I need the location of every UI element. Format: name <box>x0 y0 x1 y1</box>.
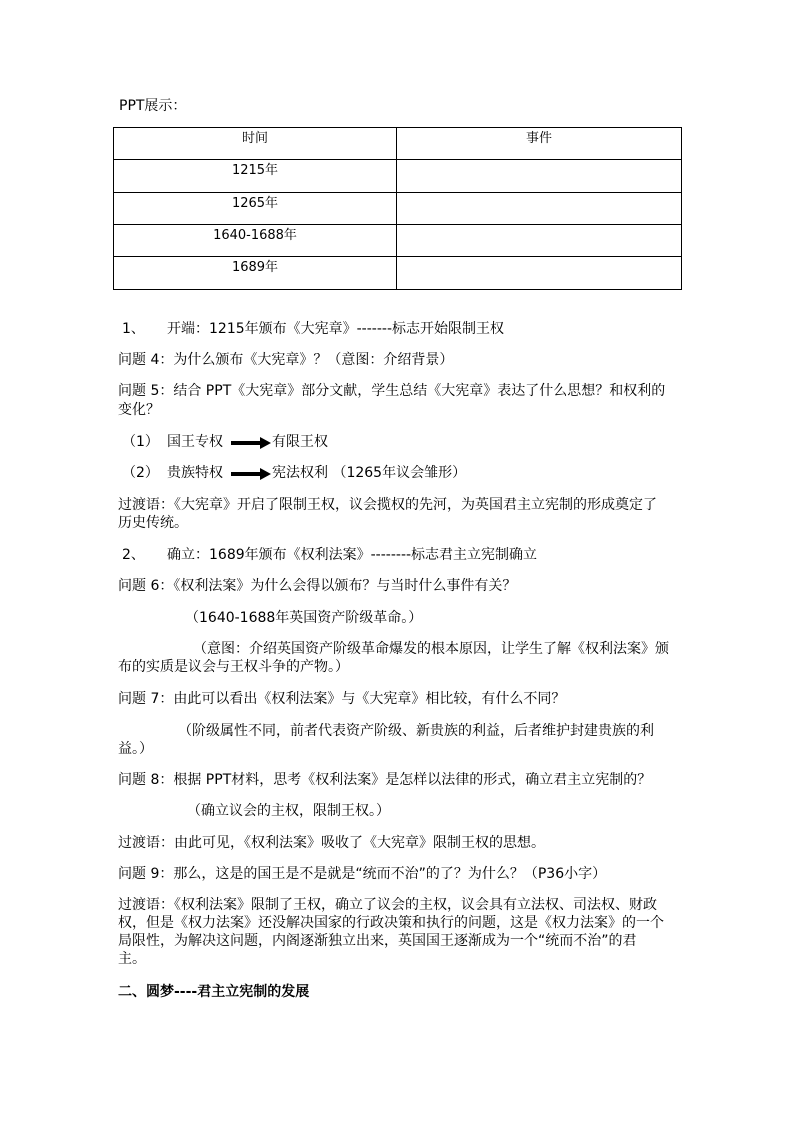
section-2-text: 确立：1689年颁布《权利法案》--------标志君主立宪制确立 <box>167 547 538 563</box>
table-row <box>114 257 682 290</box>
table-cell-time: 1265年 <box>114 193 397 225</box>
table-row <box>114 193 682 225</box>
intro-text: PPT展示： <box>119 98 187 114</box>
question-7-answer-line-2: 益。） <box>118 741 153 757</box>
transition-1-line-2: 历史传统。 <box>118 515 188 531</box>
question-4: 问题 4：为什么颁布《大宪章》？（意图：介绍背景） <box>118 352 454 368</box>
question-6-intent-line-2: 布的实质是议会与王权斗争的产物。） <box>118 659 349 675</box>
transition-3-line-2: 权，但是《权力法案》还没解决国家的行政决策和执行的问题，这是《权力法案》的一个 <box>118 915 664 931</box>
table-header-time: 时间 <box>114 128 397 160</box>
transition-3-line-3: 局限性，为解决这问题，内阁逐渐独立出来，英国国王逐渐成为一个“统而不治”的君 <box>118 933 637 949</box>
change-1-number: （1） <box>122 434 159 450</box>
transition-3-line-1: 过渡语：《权利法案》限制了王权，确立了议会的主权，议会具有立法权、司法权、财政 <box>118 897 657 913</box>
question-7-answer-line-1: （阶级属性不同，前者代表资产阶级、新贵族的利益，后者维护封建贵族的利 <box>178 723 654 739</box>
arrow-right-icon <box>231 437 271 449</box>
table-row <box>114 225 682 257</box>
question-8-answer: （确立议会的主权，限制王权。） <box>187 803 390 819</box>
question-8: 问题 8：根据 PPT材料，思考《权利法案》是怎样以法律的形式，确立君主立宪制的？ <box>118 772 652 788</box>
question-6-answer: （1640-1688年英国资产阶级革命。） <box>185 610 423 626</box>
section-1-text: 开端：1215年颁布《大宪章》-------标志开始限制王权 <box>167 321 504 337</box>
transition-1-line-1: 过渡语：《大宪章》开启了限制王权，议会揽权的先河，为英国君主立宪制的形成奠定了 <box>118 497 657 513</box>
table-cell-time: 1215年 <box>114 160 397 193</box>
ppt-table <box>113 127 682 290</box>
question-5-line-1: 问题 5：结合 PPT《大宪章》部分文献，学生总结《大宪章》表达了什么思想？和权利的 <box>118 383 666 399</box>
table-cell-event <box>397 257 682 290</box>
question-7: 问题 7：由此可以看出《权利法案》与《大宪章》相比较，有什么不同？ <box>118 691 566 707</box>
table-row <box>114 160 682 193</box>
table-header-event: 事件 <box>397 128 682 160</box>
change-1-from: 国王专权 <box>167 434 223 450</box>
question-6: 问题 6：《权利法案》为什么会得以颁布？与当时什么事件有关？ <box>118 578 517 594</box>
transition-3-line-4: 主。 <box>118 951 146 967</box>
table-cell-event <box>397 225 682 257</box>
table-cell-event <box>397 160 682 193</box>
table-cell-event <box>397 193 682 225</box>
change-2-number: （2） <box>122 465 159 481</box>
change-1-to: 有限王权 <box>272 434 328 450</box>
section-1-number: 1、 <box>122 321 145 337</box>
table-cell-time: 1689年 <box>114 257 397 290</box>
change-2-from: 贵族特权 <box>167 465 223 481</box>
section-heading-2: 二、圆梦----君主立宪制的发展 <box>118 984 310 1000</box>
section-2-number: 2、 <box>122 547 145 563</box>
table-cell-time: 1640-1688年 <box>114 225 397 257</box>
question-5-line-2: 变化？ <box>118 402 160 418</box>
question-9: 问题 9：那么，这是的国王是不是就是“统而不治”的了？为什么？（P36小字） <box>118 866 607 882</box>
transition-2: 过渡语：由此可见，《权利法案》吸收了《大宪章》限制王权的思想。 <box>118 835 545 851</box>
question-6-intent-line-1: （意图：介绍英国资产阶级革命爆发的根本原因，让学生了解《权利法案》颁 <box>193 641 669 657</box>
change-2-to: 宪法权利 （1265年议会雏形） <box>272 465 467 481</box>
arrow-right-icon <box>231 468 271 480</box>
